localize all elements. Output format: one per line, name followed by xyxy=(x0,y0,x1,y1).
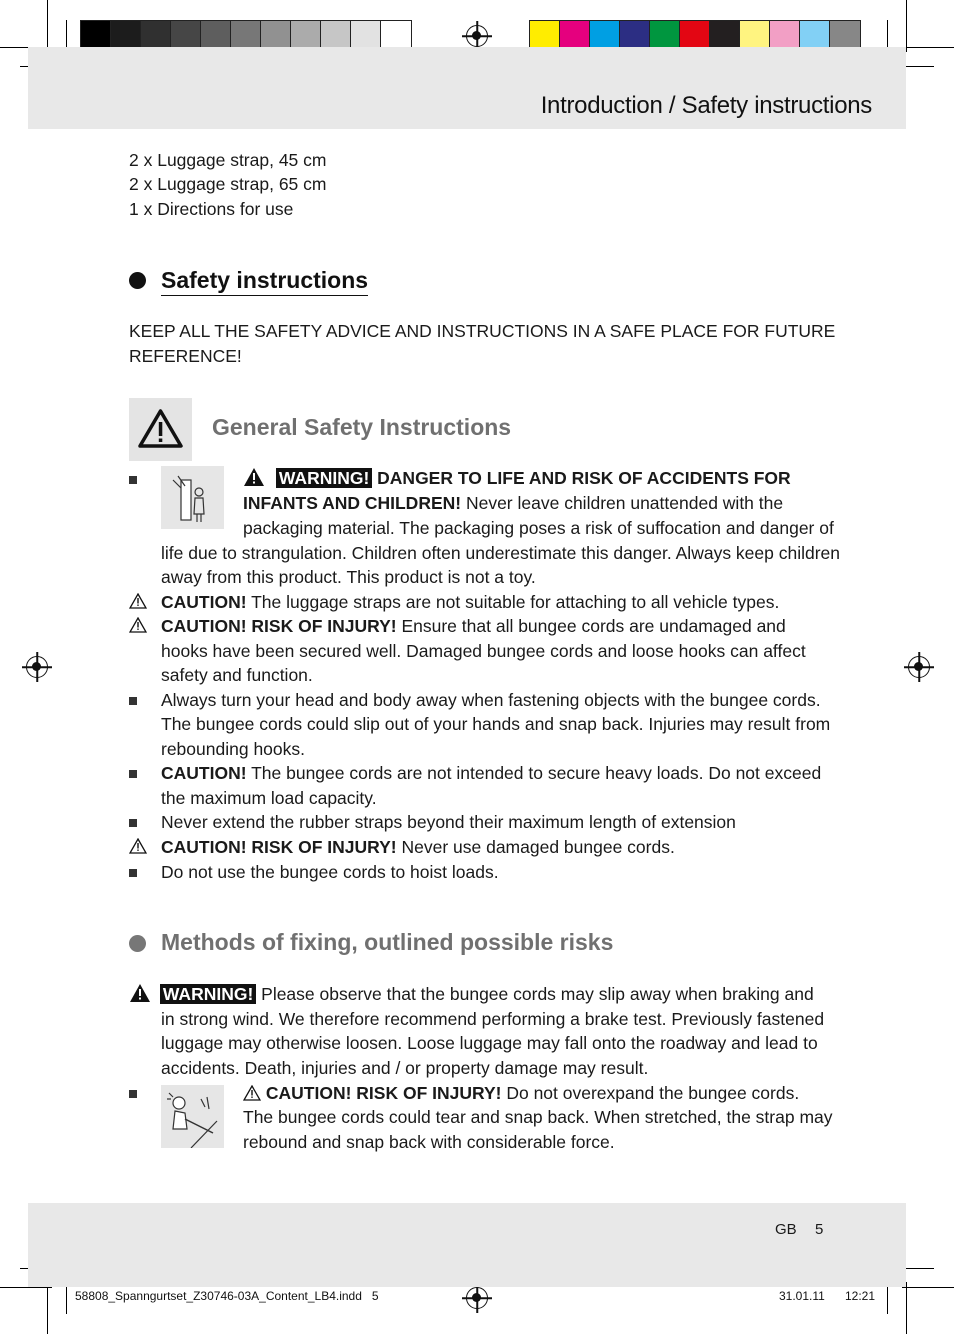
item-line: in strong wind. We therefore recommend performing a brake test. Previously fastened xyxy=(161,1009,825,1029)
item-line: away from this product. This product is not a toy. xyxy=(161,567,536,587)
crop-mark xyxy=(902,66,934,67)
warning-text: INFANTS AND CHILDREN! xyxy=(243,493,462,513)
item-line: Always turn your head and body away when fastening objects with the bungee cords. xyxy=(161,690,821,710)
square-bullet-icon xyxy=(129,697,137,705)
square-bullet-icon xyxy=(129,770,137,778)
caution-label: CAUTION! xyxy=(161,592,247,612)
crop-mark xyxy=(47,1282,48,1334)
section-heading: Safety instructions xyxy=(161,267,368,296)
contents-item: 1 x Directions for use xyxy=(129,199,294,219)
square-bullet-icon xyxy=(129,819,137,827)
item-text: Never use damaged bungee cords. xyxy=(396,837,675,857)
registration-mark-icon xyxy=(908,656,930,678)
slug-time: 12:21 xyxy=(845,1289,876,1303)
warning-triangle-icon xyxy=(129,983,151,1003)
crop-mark xyxy=(906,0,907,52)
caution-triangle-icon xyxy=(129,617,147,633)
item-line: rebounding hooks. xyxy=(161,739,305,759)
caution-triangle-icon xyxy=(129,593,147,609)
bullet-dot-icon xyxy=(129,935,146,952)
item-text: Do not overexpand the bungee cords. xyxy=(501,1083,800,1103)
registration-mark-icon xyxy=(466,25,488,47)
bullet-dot-icon xyxy=(129,272,146,289)
warning-label: WARNING! xyxy=(276,468,372,488)
caution-triangle-icon xyxy=(243,1085,261,1101)
crop-mark xyxy=(906,1282,907,1334)
footer-band xyxy=(28,1203,906,1287)
crop-mark xyxy=(47,0,48,52)
item-line xyxy=(161,761,821,786)
item-line: The bungee cords could slip out of your hands and snap back. Injuries may result from xyxy=(161,714,831,734)
item-line xyxy=(243,491,783,516)
caution-label: CAUTION! xyxy=(161,763,247,783)
overexpand-warning-icon xyxy=(161,1085,224,1148)
square-bullet-icon xyxy=(129,476,137,484)
warning-text: DANGER TO LIFE AND RISK OF ACCIDENTS FOR xyxy=(377,468,791,488)
item-text: Ensure that all bungee cords are undamaged and xyxy=(396,616,786,636)
item-line: Never extend the rubber straps beyond their maximum length of extension xyxy=(161,812,736,832)
square-bullet-icon xyxy=(129,869,137,877)
item-line xyxy=(243,1081,799,1106)
contents-item: 2 x Luggage strap, 65 cm xyxy=(129,174,327,194)
registration-mark-icon xyxy=(26,656,48,678)
item-line: hooks have been secured well. Damaged bungee cords and loose hooks can affect xyxy=(161,641,806,661)
page-number: 5 xyxy=(815,1221,824,1238)
item-text: Please observe that the bungee cords may slip away when braking and xyxy=(256,984,814,1004)
item-line: rebound and snap back with considerable force. xyxy=(243,1132,615,1152)
keep-notice: REFERENCE! xyxy=(129,346,242,366)
child-warning-icon xyxy=(161,466,224,529)
item-text: The luggage straps are not suitable for attaching to all vehicle types. xyxy=(246,592,780,612)
crop-mark xyxy=(0,1287,52,1288)
item-line: Do not use the bungee cords to hoist loads. xyxy=(161,862,499,882)
caution-label: CAUTION! RISK OF INJURY! xyxy=(161,616,397,636)
slug-date: 31.01.11 xyxy=(779,1289,825,1303)
square-bullet-icon xyxy=(129,1090,137,1098)
subsection-heading: General Safety Instructions xyxy=(212,414,512,440)
caution-label: CAUTION! RISK OF INJURY! xyxy=(265,1083,502,1103)
contents-item: 2 x Luggage strap, 45 cm xyxy=(129,150,327,170)
item-line: The bungee cords could tear and snap back. When stretched, the strap may xyxy=(243,1107,833,1127)
caution-label: CAUTION! RISK OF INJURY! xyxy=(161,837,397,857)
item-line: life due to strangulation. Children often underestimate this danger. Always keep children xyxy=(161,543,841,563)
keep-notice: KEEP ALL THE SAFETY ADVICE AND INSTRUCTIONS IN A SAFE PLACE FOR FUTURE xyxy=(129,321,836,341)
item-line: luggage may otherwise loosen. Loose luggage may fall onto the roadway and lead to xyxy=(161,1033,818,1053)
registration-mark-icon xyxy=(466,1287,488,1309)
warning-line xyxy=(243,466,791,491)
warning-line xyxy=(129,982,814,1007)
warning-label: WARNING! xyxy=(160,984,256,1004)
caution-triangle-icon xyxy=(129,838,147,854)
item-line: the maximum load capacity. xyxy=(161,788,377,808)
crop-mark xyxy=(902,1268,934,1269)
page-title: Introduction / Safety instructions xyxy=(540,92,872,119)
warning-triangle-icon xyxy=(243,467,265,487)
crop-mark xyxy=(902,1287,954,1288)
item-text: Never leave children unattended with the xyxy=(461,493,784,513)
warning-triangle-icon xyxy=(129,398,192,461)
item-line xyxy=(161,614,786,639)
item-line: packaging material. The packaging poses a risk of suffocation and danger of xyxy=(243,518,834,538)
item-line: accidents. Death, injuries and / or property damage may result. xyxy=(161,1058,649,1078)
crop-mark xyxy=(902,47,954,48)
language-code: GB xyxy=(775,1221,797,1238)
item-line xyxy=(161,835,675,860)
slug-file: 58808_Spanngurtset_Z30746-03A_Content_LB4.indd 5 xyxy=(75,1289,379,1303)
section-heading: Methods of fixing, outlined possible risks xyxy=(161,929,614,955)
item-line xyxy=(161,590,779,615)
item-text: The bungee cords are not intended to secure heavy loads. Do not exceed xyxy=(246,763,822,783)
item-line: safety and function. xyxy=(161,665,313,685)
